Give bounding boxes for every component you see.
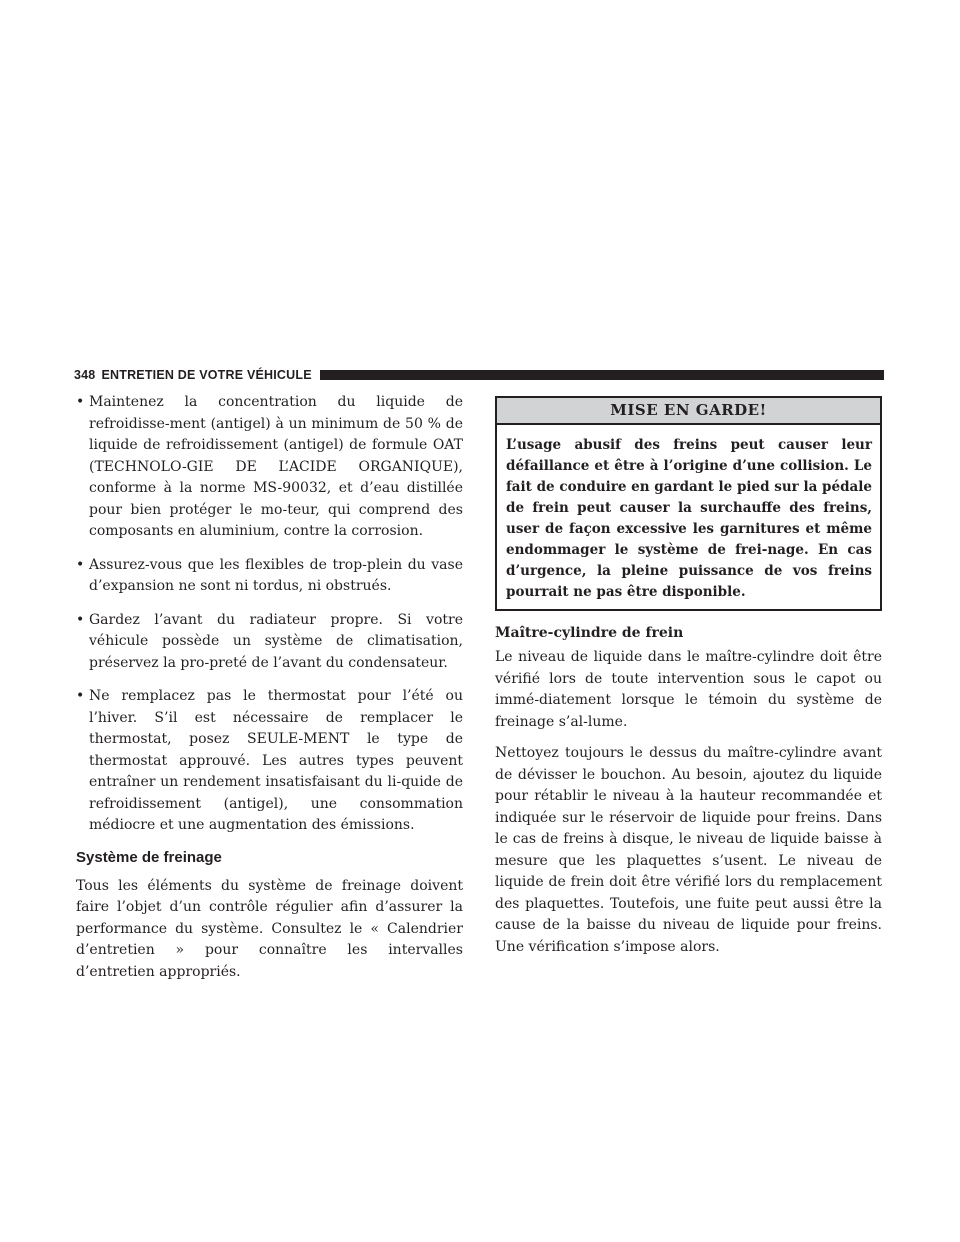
section-title: ENTRETIEN DE VOTRE VÉHICULE [101,368,312,382]
page-number: 348 [74,368,96,382]
list-item [76,610,463,675]
bullet-icon: • [76,688,85,704]
bullet-icon: • [76,556,85,573]
page-header [74,364,884,386]
warning-box [495,396,882,611]
bullet-icon: • [76,394,85,410]
bullet-text: Assurez-vous que les flexibles de trop-plein du vase d’expansion ne sont ni tordus, ni obstrués. [89,556,463,594]
maintenance-bullet-list [76,392,463,837]
bullet-icon: • [76,611,85,628]
list-item [76,392,463,543]
list-item [76,555,463,598]
list-item [76,686,463,837]
header-rule [320,370,884,380]
bullet-text: Ne remplacez pas le thermostat pour l’été ou l’hiver. S’il est nécessaire de remplacer le thermostat, posez SEULE-MENT le type de thermostat approuvé. Les autres types peuvent entraîner un rendement insatisfaisant du li-quide de refroidissement (antigel), une consommation médiocre et une augmentation des émissions. [89,688,463,833]
brake-system-paragraph: Tous les éléments du système de freinage doivent faire l’objet d’un contrôle régulier afin d’assurer la performance du système. Consultez le « Calendrier d’entretien » pour connaître les intervalles d’entretien appropriés. [76,877,463,980]
master-cylinder-paragraph-2: Nettoyez toujours le dessus du maître-cylindre avant de dévisser le bouchon. Au besoin, ajoutez du liquide pour rétablir le niveau à la hauteur recommandée et indiquée sur le réservoir de liquide pour freins. Dans le cas de freins à disque, le niveau de liquide baisse à mesure que les plaquettes s’usent. Le niveau de liquide de frein doit être vérifié lors du remplacement des plaquettes. Toutefois, une fuite peut aussi être la cause de la baisse du niveau de liquide pour freins. Une vérification s’impose alors. [495,745,882,955]
master-cylinder-paragraph-1: Le niveau de liquide dans le maître-cylindre doit être vérifié lors de toute intervention sous le capot ou immé-diatement lorsque le témoin du système de freinage s’al-lume. [495,649,882,730]
left-column [76,392,463,993]
warning-text: L’usage abusif des freins peut causer leur défaillance et être à l’origine d’une collision. Le fait de conduire en gardant le pied sur la pédale de frein peut causer la surchauffe des freins, user de façon excessive les garnitures et même endommager le système de frei-nage. En cas d’urgence, la pleine puissance de vos freins pourrait ne pas être disponible. [506,437,872,600]
right-column [495,396,882,968]
master-cylinder-heading: Maître-cylindre de frein [495,625,684,641]
bullet-text: Gardez l’avant du radiateur propre. Si votre véhicule possède un système de climatisation, préservez la pro-preté de l’avant du condensateur. [89,611,463,671]
brake-system-heading: Système de freinage [76,848,222,866]
warning-title: MISE EN GARDE! [497,398,880,425]
bullet-text: Maintenez la concentration du liquide de refroidisse-ment (antigel) à un minimum de 50 % de liquide de refroidissement (antigel) de formule OAT (TECHNOLO-GIE DE L’ACIDE ORGANIQUE), conforme à la norme MS-90032, et d’eau distillée pour bien protéger le mo-teur, qui comprend des composants en aluminium, contre la corrosion. [89,394,463,539]
